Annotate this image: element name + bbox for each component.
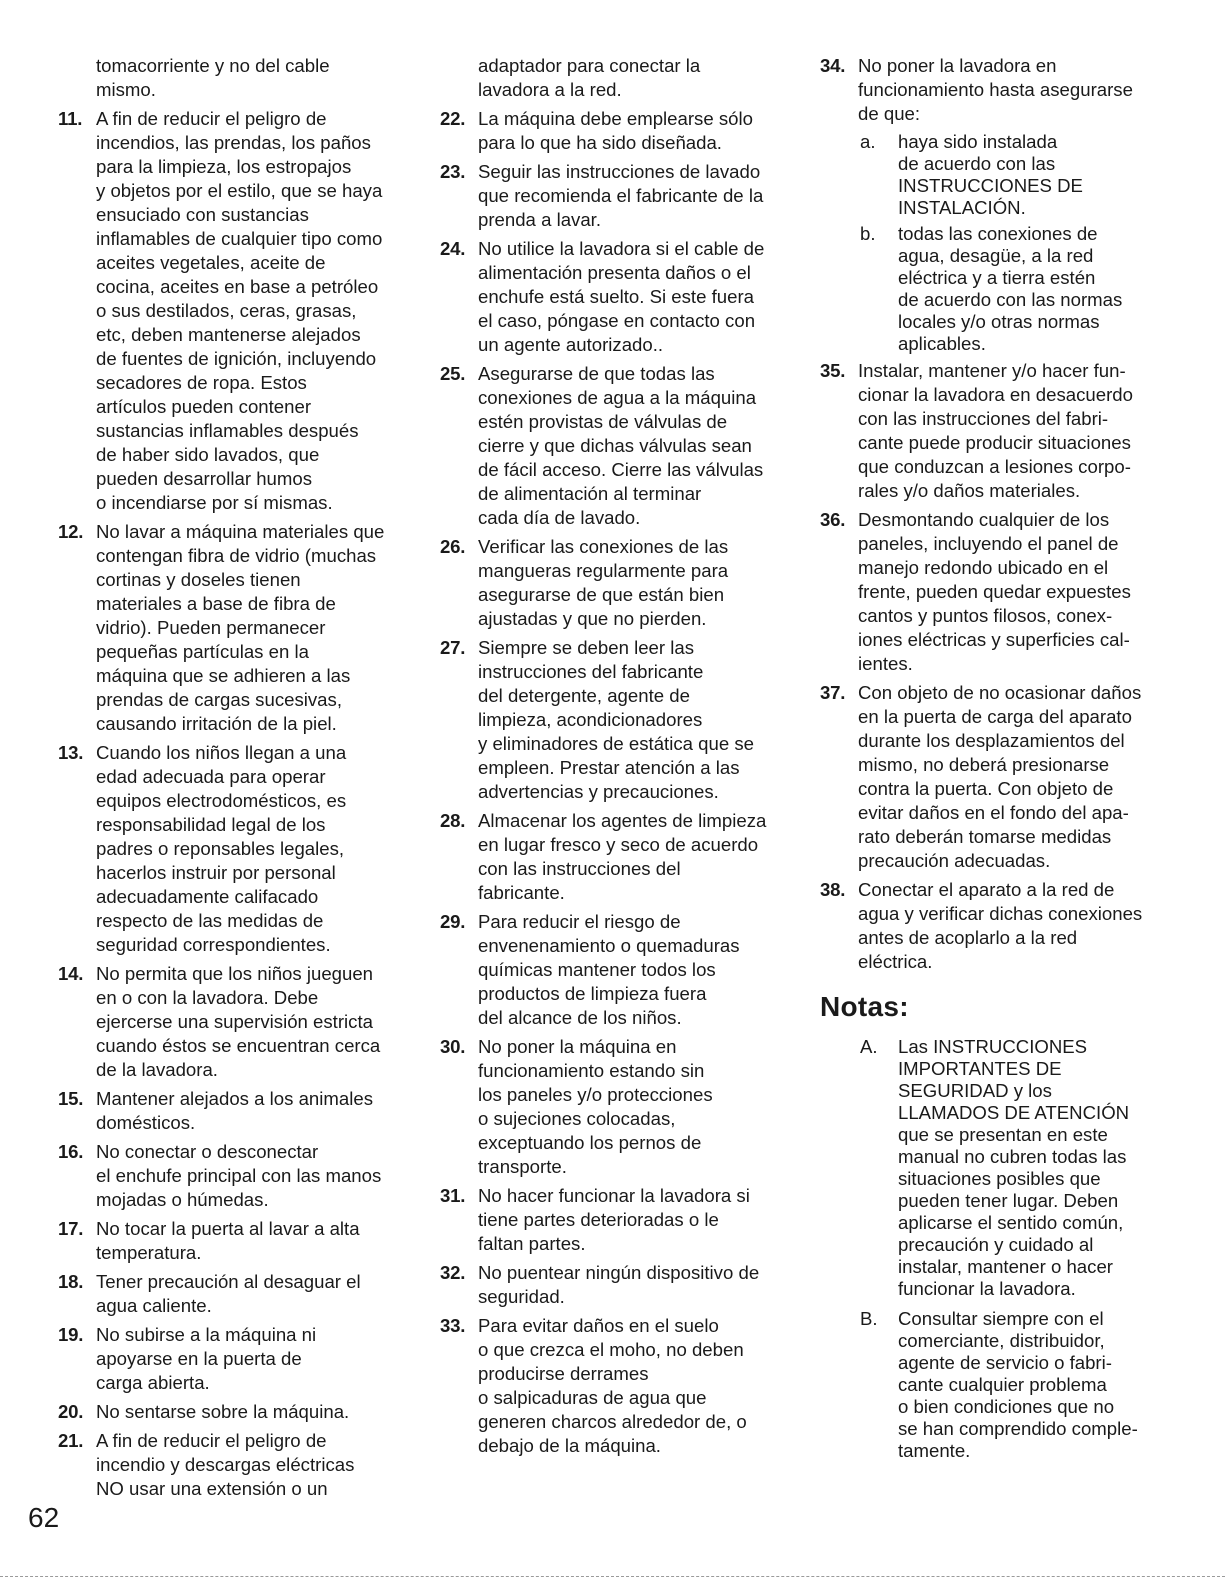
text-line: ensuciado con sustancias bbox=[96, 204, 309, 225]
text-line: agua caliente. bbox=[96, 1295, 212, 1316]
text-line: que se presentan en este bbox=[898, 1124, 1108, 1145]
text-line: No lavar a máquina materiales que bbox=[96, 521, 385, 542]
text-line: cierre y que dichas válvulas sean bbox=[478, 435, 752, 456]
text-line: No subirse a la máquina ni bbox=[96, 1324, 317, 1345]
text-line: con las instrucciones del fabri- bbox=[858, 408, 1109, 429]
text-line: SEGURIDAD y los bbox=[898, 1080, 1052, 1101]
safety-item bbox=[440, 535, 780, 631]
note-letter: A. bbox=[860, 1036, 878, 1057]
text-line: contra la puerta. Con objeto de bbox=[858, 778, 1114, 799]
item-number: 24. bbox=[440, 238, 466, 259]
text-line: Tener precaución al desaguar el bbox=[96, 1271, 361, 1292]
column-middle bbox=[440, 54, 780, 1463]
text-line: instrucciones del fabricante bbox=[478, 661, 704, 682]
text-line: equipos electrodomésticos, es bbox=[96, 790, 347, 811]
text-line: que recomienda el fabricante de la bbox=[478, 185, 764, 206]
text-line: un agente autorizado.. bbox=[478, 334, 664, 355]
text-line: de acuerdo con las bbox=[898, 153, 1056, 174]
text-line: para la limpieza, los estropajos bbox=[96, 156, 352, 177]
note-letter: B. bbox=[860, 1308, 878, 1329]
text-line: lavadora a la red. bbox=[478, 79, 622, 100]
text-line: artículos pueden contener bbox=[96, 396, 312, 417]
safety-item bbox=[820, 681, 1162, 873]
text-line: INSTALACIÓN. bbox=[898, 197, 1026, 218]
text-line: A fin de reducir el peligro de bbox=[96, 108, 327, 129]
text-line: mojadas o húmedas. bbox=[96, 1189, 269, 1210]
bottom-divider bbox=[0, 1576, 1225, 1577]
text-line: causando irritación de la piel. bbox=[96, 713, 337, 734]
text-line: contengan fibra de vidrio (muchas bbox=[96, 545, 377, 566]
text-line: el caso, póngase en contacto con bbox=[478, 310, 756, 331]
item-number: 27. bbox=[440, 637, 466, 658]
safety-item bbox=[440, 1314, 780, 1458]
text-line: faltan partes. bbox=[478, 1233, 586, 1254]
text-line: prendas de cargas sucesivas, bbox=[96, 689, 342, 710]
text-line: o bien condiciones que no bbox=[898, 1396, 1115, 1417]
safety-item-list bbox=[58, 107, 398, 1501]
text-line: La máquina debe emplearse sólo bbox=[478, 108, 753, 129]
text-line: ejercerse una supervisión estricta bbox=[96, 1011, 373, 1032]
text-line: eléctrica y a tierra estén bbox=[898, 267, 1096, 288]
safety-item bbox=[440, 1184, 780, 1256]
safety-item bbox=[820, 54, 1162, 126]
text-line: prenda a lavar. bbox=[478, 209, 602, 230]
text-line: Siempre se deben leer las bbox=[478, 637, 695, 658]
safety-item-list bbox=[820, 359, 1162, 974]
text-line: Conectar el aparato a la red de bbox=[858, 879, 1115, 900]
item-number: 20. bbox=[58, 1401, 84, 1422]
text-line: asegurarse de que están bien bbox=[478, 584, 725, 605]
text-line: alimentación presenta daños o el bbox=[478, 262, 751, 283]
text-line: tomacorriente y no del cable bbox=[96, 55, 330, 76]
text-line: pequeñas partículas en la bbox=[96, 641, 309, 662]
text-line: que conduzcan a lesiones corpo- bbox=[858, 456, 1131, 477]
text-line: en la puerta de carga del aparato bbox=[858, 706, 1132, 727]
text-line: generen charcos alrededor de, o bbox=[478, 1411, 747, 1432]
text-line: de que: bbox=[858, 103, 921, 124]
text-line: tamente. bbox=[898, 1440, 971, 1461]
text-line: comerciante, distribuidor, bbox=[898, 1330, 1105, 1351]
text-line: incendio y descargas eléctricas bbox=[96, 1454, 355, 1475]
text-line: Verificar las conexiones de las bbox=[478, 536, 729, 557]
text-line: cuando éstos se encuentran cerca bbox=[96, 1035, 381, 1056]
text-line: inflamables de cualquier tipo como bbox=[96, 228, 383, 249]
item-number: 22. bbox=[440, 108, 466, 129]
text-line: en lugar fresco y seco de acuerdo bbox=[478, 834, 759, 855]
sub-item-letter: a. bbox=[860, 131, 876, 152]
item-number: 18. bbox=[58, 1271, 84, 1292]
text-line: vidrio). Pueden permanecer bbox=[96, 617, 326, 638]
text-line: o incendiarse por sí mismas. bbox=[96, 492, 333, 513]
text-line: cantos y puntos filosos, conex- bbox=[858, 605, 1113, 626]
text-line: producirse derrames bbox=[478, 1363, 649, 1384]
text-line: frente, pueden quedar expuestes bbox=[858, 581, 1131, 602]
text-line: Desmontando cualquier de los bbox=[858, 509, 1110, 530]
text-line: cionar la lavadora en desacuerdo bbox=[858, 384, 1133, 405]
item-number: 26. bbox=[440, 536, 466, 557]
text-line: No hacer funcionar la lavadora si bbox=[478, 1185, 750, 1206]
safety-item bbox=[58, 1217, 398, 1265]
text-line: los paneles y/o protecciones bbox=[478, 1084, 713, 1105]
text-line: eléctrica. bbox=[858, 951, 933, 972]
text-line: envenenamiento o quemaduras bbox=[478, 935, 740, 956]
item-number: 29. bbox=[440, 911, 466, 932]
item-number: 28. bbox=[440, 810, 466, 831]
text-line: locales y/o otras normas bbox=[898, 311, 1100, 332]
text-line: de haber sido lavados, que bbox=[96, 444, 320, 465]
sub-item bbox=[858, 131, 1162, 219]
safety-item bbox=[820, 508, 1162, 676]
text-line: edad adecuada para operar bbox=[96, 766, 326, 787]
text-line: empleen. Prestar atención a las bbox=[478, 757, 740, 778]
text-line: funcionamiento hasta asegurarse bbox=[858, 79, 1133, 100]
text-line: No utilice la lavadora si el cable de bbox=[478, 238, 765, 259]
text-line: adaptador para conectar la bbox=[478, 55, 701, 76]
item-number: 13. bbox=[58, 742, 84, 763]
text-line: haya sido instalada bbox=[898, 131, 1058, 152]
text-line: INSTRUCCIONES DE bbox=[898, 175, 1083, 196]
text-line: o sus destilados, ceras, grasas, bbox=[96, 300, 357, 321]
text-line: o salpicaduras de agua que bbox=[478, 1387, 707, 1408]
safety-item bbox=[820, 359, 1162, 503]
text-line: de acuerdo con las normas bbox=[898, 289, 1123, 310]
text-line: de fácil acceso. Cierre las válvulas bbox=[478, 459, 764, 480]
text-line: químicas mantener todos los bbox=[478, 959, 716, 980]
text-line: NO usar una extensión o un bbox=[96, 1478, 328, 1499]
notes-heading: Notas: bbox=[820, 991, 909, 1022]
text-line: padres o reponsables legales, bbox=[96, 838, 345, 859]
safety-item bbox=[58, 741, 398, 957]
text-line: No puentear ningún dispositivo de bbox=[478, 1262, 760, 1283]
safety-item bbox=[440, 910, 780, 1030]
safety-item bbox=[58, 1323, 398, 1395]
item-number: 14. bbox=[58, 963, 84, 984]
safety-item bbox=[58, 1429, 398, 1501]
text-line: temperatura. bbox=[96, 1242, 202, 1263]
text-line: pueden tener lugar. Deben bbox=[898, 1190, 1119, 1211]
safety-item bbox=[58, 1140, 398, 1212]
text-line: LLAMADOS DE ATENCIÓN bbox=[898, 1102, 1130, 1123]
safety-item bbox=[58, 1400, 398, 1424]
text-line: No tocar la puerta al lavar a alta bbox=[96, 1218, 360, 1239]
text-line: exceptuando los pernos de bbox=[478, 1132, 702, 1153]
text-line: Mantener alejados a los animales bbox=[96, 1088, 373, 1109]
text-line: No permita que los niños jueguen bbox=[96, 963, 374, 984]
text-line: agua y verificar dichas conexiones bbox=[858, 903, 1143, 924]
text-line: iones eléctricas y superficies cal- bbox=[858, 629, 1130, 650]
text-line: pueden desarrollar humos bbox=[96, 468, 313, 489]
safety-item bbox=[440, 809, 780, 905]
text-line: ientes. bbox=[858, 653, 913, 674]
text-line: domésticos. bbox=[96, 1112, 196, 1133]
item-number: 15. bbox=[58, 1088, 84, 1109]
text-line: transporte. bbox=[478, 1156, 567, 1177]
text-line: agente de servicio o fabri- bbox=[898, 1352, 1112, 1373]
item-number: 23. bbox=[440, 161, 466, 182]
text-line: durante los desplazamientos del bbox=[858, 730, 1125, 751]
text-line: y eliminadores de estática que se bbox=[478, 733, 754, 754]
sub-item bbox=[858, 223, 1162, 355]
text-line: responsabilidad legal de los bbox=[96, 814, 326, 835]
item-number: 34. bbox=[820, 55, 846, 76]
text-line: precaución y cuidado al bbox=[898, 1234, 1094, 1255]
text-line: No poner la máquina en bbox=[478, 1036, 677, 1057]
text-line: hacerlos instruir por personal bbox=[96, 862, 336, 883]
text-line: mismo, no deberá presionarse bbox=[858, 754, 1110, 775]
text-line: con las instrucciones del bbox=[478, 858, 681, 879]
safety-item bbox=[440, 362, 780, 530]
text-line: Para evitar daños en el suelo bbox=[478, 1315, 719, 1336]
text-line: Consultar siempre con el bbox=[898, 1308, 1104, 1329]
text-line: productos de limpieza fuera bbox=[478, 983, 707, 1004]
column-right bbox=[820, 54, 1162, 1470]
text-line: materiales a base de fibra de bbox=[96, 593, 336, 614]
sub-item-letter: b. bbox=[860, 223, 876, 244]
text-line: y objetos por el estilo, que se haya bbox=[96, 180, 383, 201]
text-line: precaución adecuadas. bbox=[858, 850, 1051, 871]
text-line: limpieza, acondicionadores bbox=[478, 709, 703, 730]
text-line: tiene partes deterioradas o le bbox=[478, 1209, 719, 1230]
text-line: enchufe está suelto. Si este fuera bbox=[478, 286, 754, 307]
safety-item bbox=[58, 962, 398, 1082]
item-number: 12. bbox=[58, 521, 84, 542]
item-number: 37. bbox=[820, 682, 846, 703]
text-line: mangueras regularmente para bbox=[478, 560, 729, 581]
text-line: Las INSTRUCCIONES bbox=[898, 1036, 1088, 1057]
item-number: 19. bbox=[58, 1324, 84, 1345]
safety-item bbox=[440, 107, 780, 155]
safety-item bbox=[440, 1261, 780, 1309]
text-line: ajustadas y que no pierden. bbox=[478, 608, 707, 629]
text-line: cocina, aceites en base a petróleo bbox=[96, 276, 379, 297]
safety-item-list bbox=[440, 107, 780, 1458]
safety-item bbox=[58, 107, 398, 515]
text-line: situaciones posibles que bbox=[898, 1168, 1101, 1189]
text-line: carga abierta. bbox=[96, 1372, 210, 1393]
text-line: manual no cubren todas las bbox=[898, 1146, 1127, 1167]
text-line: respecto de las medidas de bbox=[96, 910, 324, 931]
text-line: aplicables. bbox=[898, 333, 986, 354]
item-number: 38. bbox=[820, 879, 846, 900]
text-line: o que crezca el moho, no deben bbox=[478, 1339, 744, 1360]
text-line: No sentarse sobre la máquina. bbox=[96, 1401, 350, 1422]
safety-item bbox=[58, 1270, 398, 1318]
item-number: 33. bbox=[440, 1315, 466, 1336]
text-line: Cuando los niños llegan a una bbox=[96, 742, 347, 763]
item-number: 32. bbox=[440, 1262, 466, 1283]
text-line: rato deberán tomarse medidas bbox=[858, 826, 1112, 847]
text-line: aceites vegetales, aceite de bbox=[96, 252, 326, 273]
text-line: seguridad correspondientes. bbox=[96, 934, 331, 955]
item-number: 35. bbox=[820, 360, 846, 381]
text-line: Instalar, mantener y/o hacer fun- bbox=[858, 360, 1126, 381]
text-line: agua, desagüe, a la red bbox=[898, 245, 1094, 266]
text-line: sustancias inflamables después bbox=[96, 420, 359, 441]
text-line: fabricante. bbox=[478, 882, 565, 903]
safety-item bbox=[440, 237, 780, 357]
continuation-text bbox=[58, 54, 398, 102]
text-line: mismo. bbox=[96, 79, 156, 100]
text-line: instalar, mantener o hacer bbox=[898, 1256, 1113, 1277]
safety-item bbox=[820, 878, 1162, 974]
text-line: etc, deben mantenerse alejados bbox=[96, 324, 361, 345]
text-line: del detergente, agente de bbox=[478, 685, 690, 706]
text-line: IMPORTANTES DE bbox=[898, 1058, 1062, 1079]
item-number: 16. bbox=[58, 1141, 84, 1162]
text-line: de alimentación al terminar bbox=[478, 483, 702, 504]
safety-item bbox=[58, 1087, 398, 1135]
text-line: cante cualquier problema bbox=[898, 1374, 1107, 1395]
text-line: paneles, incluyendo el panel de bbox=[858, 533, 1119, 554]
text-line: funcionamiento estando sin bbox=[478, 1060, 705, 1081]
item-number: 11. bbox=[58, 108, 83, 129]
text-line: apoyarse en la puerta de bbox=[96, 1348, 302, 1369]
text-line: evitar daños en el fondo del apa- bbox=[858, 802, 1129, 823]
sub-item-list bbox=[820, 131, 1162, 355]
item-number: 36. bbox=[820, 509, 846, 530]
text-line: el enchufe principal con las manos bbox=[96, 1165, 382, 1186]
text-line: aplicarse el sentido común, bbox=[898, 1212, 1124, 1233]
safety-item bbox=[440, 160, 780, 232]
text-line: funcionar la lavadora. bbox=[898, 1278, 1076, 1299]
text-line: Con objeto de no ocasionar daños bbox=[858, 682, 1142, 703]
text-line: Para reducir el riesgo de bbox=[478, 911, 681, 932]
text-line: o sujeciones colocadas, bbox=[478, 1108, 676, 1129]
text-line: Almacenar los agentes de limpieza bbox=[478, 810, 767, 831]
text-line: A fin de reducir el peligro de bbox=[96, 1430, 327, 1451]
item-number: 31. bbox=[440, 1185, 466, 1206]
text-line: manejo redondo ubicado en el bbox=[858, 557, 1109, 578]
continuation-text bbox=[440, 54, 780, 102]
text-line: No poner la lavadora en bbox=[858, 55, 1057, 76]
text-line: en o con la lavadora. Debe bbox=[96, 987, 319, 1008]
text-line: conexiones de agua a la máquina bbox=[478, 387, 757, 408]
safety-item bbox=[58, 520, 398, 736]
item-number: 25. bbox=[440, 363, 466, 384]
text-line: de la lavadora. bbox=[96, 1059, 218, 1080]
text-line: de fuentes de ignición, incluyendo bbox=[96, 348, 377, 369]
text-line: No conectar o desconectar bbox=[96, 1141, 319, 1162]
text-line: del alcance de los niños. bbox=[478, 1007, 682, 1028]
item-number: 21. bbox=[58, 1430, 84, 1451]
text-line: máquina que se adhieren a las bbox=[96, 665, 351, 686]
text-line: secadores de ropa. Estos bbox=[96, 372, 307, 393]
text-line: Asegurarse de que todas las bbox=[478, 363, 715, 384]
page-number: 62 bbox=[28, 1502, 60, 1533]
safety-item bbox=[440, 1035, 780, 1179]
text-line: advertencias y precauciones. bbox=[478, 781, 719, 802]
text-line: estén provistas de válvulas de bbox=[478, 411, 728, 432]
column-left bbox=[58, 54, 398, 1506]
text-line: todas las conexiones de bbox=[898, 223, 1098, 244]
note-item bbox=[820, 1036, 1162, 1300]
text-line: incendios, las prendas, los paños bbox=[96, 132, 371, 153]
item-number: 17. bbox=[58, 1218, 84, 1239]
text-line: rales y/o daños materiales. bbox=[858, 480, 1081, 501]
text-line: seguridad. bbox=[478, 1286, 565, 1307]
text-line: cortinas y doseles tienen bbox=[96, 569, 301, 590]
text-line: debajo de la máquina. bbox=[478, 1435, 661, 1456]
text-line: para lo que ha sido diseñada. bbox=[478, 132, 722, 153]
text-line: cada día de lavado. bbox=[478, 507, 641, 528]
text-line: se han comprendido comple- bbox=[898, 1418, 1138, 1439]
text-line: Seguir las instrucciones de lavado bbox=[478, 161, 761, 182]
text-line: cante puede producir situaciones bbox=[858, 432, 1131, 453]
note-item bbox=[820, 1308, 1162, 1462]
safety-item bbox=[440, 636, 780, 804]
text-line: antes de acoplarlo a la red bbox=[858, 927, 1078, 948]
item-number: 30. bbox=[440, 1036, 466, 1057]
notes-list bbox=[820, 1036, 1162, 1462]
text-line: adecuadamente califacado bbox=[96, 886, 319, 907]
